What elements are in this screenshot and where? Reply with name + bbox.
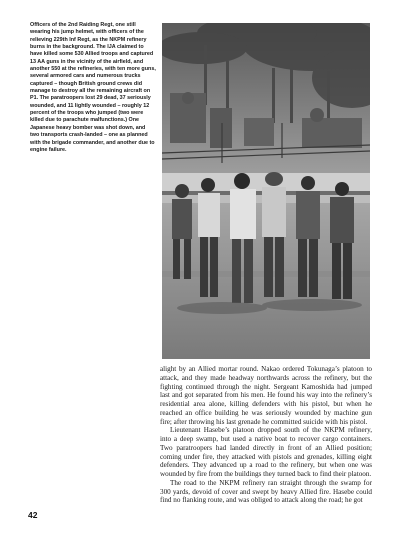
photo-caption: Officers of the 2nd Raiding Regt, one still wearing his jump helmet, with officers of the relieving 229th Inf Regt, as the NKPM refinery burns in the background. The IJA claimed to have killed some 530 Allied troops and captured 13 AA guns in the vicinity of the airfield, and another 550 at the refineries, with ten more guns, several armored cars and numerous trucks captured – though British ground crews did manage to destroy all the remaining aircraft on P1. The paratroopers lost 29 dead, 37 seriously wounded, and 11 lightly wounded – roughly 12 percent of the troops who jumped (two were killed due to parachute malfunctions.) One Japanese heavy bomber was shot down, and two transports crash-landed – one as planned with the brigade commander, and another due to engine failure. xyxy=(30,22,156,153)
photo-illustration xyxy=(162,23,370,359)
paragraph-3: The road to the NKPM refinery ran straight through the swamp for 300 yards, devoid of cover and swept by heavy Allied fire. Hasebe could find no flanking route, and was obliged to attack along the road; he got xyxy=(160,478,372,505)
paragraph-2: Lieutenant Hasebe’s platoon dropped south of the NKPM refinery, into a deep swamp, but used a native boat to recover cargo containers. Two paratroopers had landed directly in front of an Allied position; coming under fire, they attacked with pistols and grenades, killing eight defenders. They advanced up a road to the refinery, but when one was wounded by fire from the buildings they turned back to find their platoon. xyxy=(160,426,372,478)
paragraph-1: alight by an Allied mortar round. Nakao ordered Tokunaga’s platoon to attack, and they made headway northwards across the refinery, but the fighting continued through the night. Sergeant Kamoshida had jumped last and got separated from his men. He found his way into the refinery’s residential area alone, killing defenders with his pistol, but when he reached an office building he was seriously wounded by machine gun fire; after throwing his last grenade he committed suicide with his pistol. xyxy=(160,365,372,426)
article-body xyxy=(160,365,372,505)
archival-photograph xyxy=(162,23,370,359)
page-number: 42 xyxy=(28,510,38,520)
